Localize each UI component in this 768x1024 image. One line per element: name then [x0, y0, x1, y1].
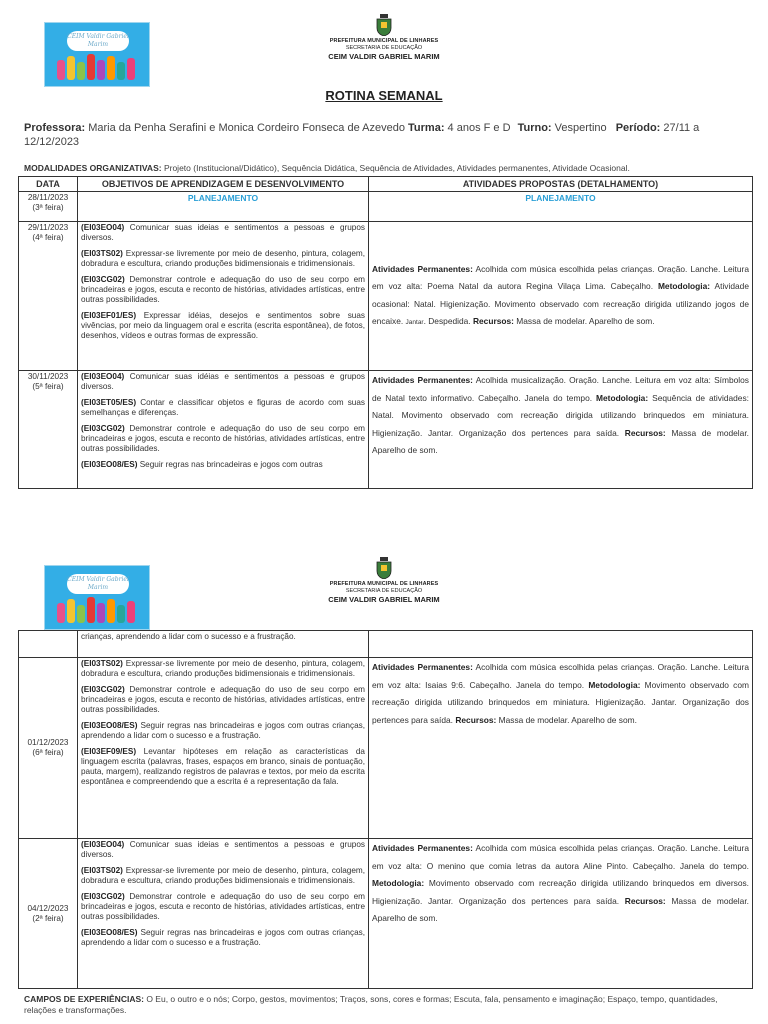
objective [81, 460, 365, 470]
objective-code: (EI03TS02) [81, 659, 123, 668]
modalidades-value: Projeto (Institucional/Didático), Sequência Didática, Sequência de Atividades, Atividades permanentes, Atividade Ocasional. [163, 163, 630, 173]
objective [81, 659, 365, 679]
objective-code: (EI03EO04) [81, 840, 125, 849]
objective-text: Comunicar suas ideias e sentimentos a pessoas e grupos diversos. [81, 840, 365, 859]
objective [81, 840, 365, 860]
atividades-cell [369, 658, 753, 839]
date-cell [19, 371, 78, 489]
objective-code: (EI03EO08/ES) [81, 460, 138, 469]
objective [81, 685, 365, 715]
logo-cloud [67, 574, 129, 594]
turma-value: 4 anos F e D [447, 122, 511, 134]
objective-text: Expressar-se livremente por meio de desenho, pintura, colagem, dobradura e escultura, criando produções bidimensionais e tridimensionais. [81, 249, 365, 268]
objetivos-cell [78, 658, 369, 839]
table-row [19, 839, 753, 989]
table-row [19, 658, 753, 839]
objective-text: Levantar hipóteses em relação as características da linguagem escrita (palavras, frases, espaços em branco, sinais de pontuação, pauta, margem), realizando registros de palavras e textos, por meio da escrita espontânea e compreendendo que a escrita é a representação da fala. [81, 747, 365, 786]
act-small-text: Jantar [405, 319, 424, 326]
campos-experiencias [24, 994, 744, 1016]
objective [81, 275, 365, 305]
date-cell [19, 631, 78, 658]
objective-text: crianças, aprendendo a lidar com o sucesso e a frustração. [81, 632, 296, 641]
objective-text: Seguir regras nas brincadeiras e jogos com outras crianças, aprendendo a lidar com o sucesso e a frustração. [81, 721, 365, 740]
objective-code: (EI03EF01/ES) [81, 311, 137, 320]
objective-text: Expressar idéias, desejos e sentimentos sobre suas vivências, por meio da linguagem oral e escrita (escrita espontânea), de fotos, desenhos, vídeos e outras formas de expressão. [81, 311, 365, 340]
act-text: Atividade ocasional: Natal. Higienização. Movimento observado com recreação dirigida utilizando jogos de encaixe. [372, 281, 749, 326]
act-text: Acolhida com música escolhida pelas crianças. Oração. Lanche. Leitura em voz alta: O menino que comia letras da autora Aline Pinto. Cabeçalho. Janela do tempo. [372, 843, 749, 871]
objective-code: (EI03TS02) [81, 866, 123, 875]
objetivos-cell [78, 222, 369, 371]
objective-code: (EI03EF09/ES) [81, 747, 137, 756]
weekday: (4ª feira) [32, 233, 64, 242]
header-date: DATA [19, 177, 78, 192]
objective-code: (EI03EO04) [81, 223, 125, 232]
teacher-info [24, 121, 724, 149]
crest-icon [375, 14, 393, 36]
hands-icon [55, 595, 141, 623]
turno-value: Vespertino [554, 122, 607, 134]
atividades-cell [369, 222, 753, 371]
date-cell [19, 222, 78, 371]
objective-code: (EI03EO08/ES) [81, 721, 138, 730]
objective-code: (EI03ET05/ES) [81, 398, 137, 407]
routine-table-page2 [18, 630, 753, 989]
hands-icon [55, 52, 141, 80]
planejamento-obj: PLANEJAMENTO [78, 192, 369, 222]
act-text: Massa de modelar. Aparelho de som. [372, 895, 749, 923]
objective [81, 721, 365, 741]
objective [81, 311, 365, 341]
objective-code: (EI03CG02) [81, 685, 125, 694]
logo-text: CEIM Valdir Gabriel Marim [67, 33, 129, 48]
logo-text: CEIM Valdir Gabriel Marim [67, 576, 129, 591]
weekday: (3ª feira) [32, 203, 64, 212]
prof-value: Maria da Penha Serafini e Monica Cordeiro Fonseca de Azevedo [88, 122, 405, 134]
objective-text: Seguir regras nas brincadeiras e jogos com outras [137, 460, 323, 469]
weekday: (6ª feira) [32, 748, 64, 757]
objective-text: Demonstrar controle e adequação do uso de seu corpo em brincadeiras e jogos, escuta e reconto de histórias, atividades artísticas, entre outras possibilidades. [81, 892, 365, 921]
objective-text: Demonstrar controle e adequação do uso de seu corpo em brincadeiras e jogos, escuta e reconto de histórias, atividades artísticas, entre outras possibilidades. [81, 275, 365, 304]
act-perm-label: Atividades Permanentes: [372, 375, 473, 385]
gov-line-3: CEIM VALDIR GABRIEL MARIM [328, 52, 440, 61]
objective [81, 424, 365, 454]
atividades-cell [369, 839, 753, 989]
act-text: Massa de modelar. Aparelho de som. [372, 427, 749, 455]
table-header-row [19, 177, 753, 192]
objective-code: (EI03TS02) [81, 249, 123, 258]
act-met-label: Metodologia: [588, 679, 641, 690]
date: 29/11/2023 [27, 223, 69, 232]
objective-text: Contar e classificar objetos e figuras de acordo com suas semelhanças e diferenças. [81, 398, 365, 417]
table-row [19, 192, 753, 222]
objective-text: Expressar-se livremente por meio de desenho, pintura, colagem, dobradura e escultura, criando produções bidimensionais e tridimensionais. [81, 866, 365, 885]
act-text: Massa de modelar. Aparelho de som. [496, 714, 637, 725]
act-rec-label: Recursos: [624, 427, 666, 438]
atividades-cell [369, 371, 753, 489]
date-cell [19, 192, 78, 222]
act-text: Acolhida com música escolhida pelas crianças. Oração. Lanche. Leitura em voz alta: Isaias 9:6. Cabeçalho. Janela do tempo. [372, 662, 749, 690]
gov-line-2: SECRETARIA DE EDUCAÇÃO [345, 45, 423, 51]
date: 30/11/2023 [27, 372, 69, 381]
weekday: (2ª feira) [32, 913, 64, 923]
objective [81, 928, 365, 948]
act-perm-label: Atividades Permanentes: [372, 662, 473, 672]
table-row [19, 371, 753, 489]
objective [81, 866, 365, 886]
atividades-cell [369, 631, 753, 658]
act-perm-label: Atividades Permanentes: [372, 843, 473, 853]
act-rec-label: Recursos: [472, 316, 514, 326]
objetivos-cell [78, 839, 369, 989]
government-header [314, 557, 454, 605]
objective [81, 372, 365, 392]
date: 28/11/2023 [27, 193, 69, 202]
date-cell [19, 658, 78, 839]
date-cell [19, 839, 78, 989]
modalidades-label: MODALIDADES ORGANIZATIVAS: [24, 163, 162, 173]
objective-text: Expressar-se livremente por meio de desenho, pintura, colagem, dobradura e escultura, criando produções bidimensionais e tridimensionais. [81, 659, 365, 678]
act-text: Acolhida musicalização. Oração. Lanche. Leitura em voz alta: Símbolos de Natal texto informativo. Cabeçalho. Janela do tempo. [372, 375, 749, 403]
crest-icon [375, 557, 393, 579]
campos-value: O Eu, o outro e o nós; Corpo, gestos, movimentos; Traços, sons, cores e formas; Escuta, fala, pensamento e imaginação; Espaço, tempo, quantidades, relações e transformações. [24, 994, 718, 1015]
gov-line-2: SECRETARIA DE EDUCAÇÃO [345, 588, 423, 594]
date: 04/12/2023 [27, 903, 69, 913]
objective-code: (EI03CG02) [81, 424, 125, 433]
act-text: Massa de modelar. Aparelho de som. [513, 316, 655, 326]
table-row [19, 222, 753, 371]
objective-code: (EI03EO04) [81, 372, 125, 381]
act-met-label: Metodologia: [596, 392, 649, 403]
act-met-label: Metodologia: [372, 878, 425, 888]
objetivos-cell [78, 631, 369, 658]
date: 01/12/2023 [27, 738, 69, 747]
planejamento-act: PLANEJAMENTO [369, 192, 753, 222]
objective [81, 249, 365, 269]
act-text: . Despedida. [423, 316, 473, 326]
objective [81, 747, 365, 787]
act-text: Movimento observado com recreação dirigida utilizando brinquedos em diversos. Higienização. Jantar. Organização dos pertences para saída. [372, 878, 749, 906]
objective [81, 223, 365, 243]
page-title: ROTINA SEMANAL [325, 88, 443, 103]
objective-code: (EI03EO08/ES) [81, 928, 138, 937]
objective-text: Comunicar suas ideias e sentimentos a pessoas e grupos diversos. [81, 223, 365, 242]
objective-text: Seguir regras nas brincadeiras e jogos com outras crianças, aprendendo a lidar com o sucesso e a frustração. [81, 928, 365, 947]
objective [81, 892, 365, 922]
gov-line-1: PREFEITURA MUNICIPAL DE LINHARES [329, 38, 439, 44]
periodo-label: Período: [615, 122, 661, 134]
modalidades [24, 163, 754, 174]
government-header [314, 14, 454, 62]
prof-label: Professora: [24, 122, 86, 134]
objective-code: (EI03CG02) [81, 275, 125, 284]
logo-cloud [67, 31, 129, 51]
objective-code: (EI03CG02) [81, 892, 125, 901]
campos-label: CAMPOS DE EXPERIÊNCIAS: [24, 994, 144, 1004]
act-met-label: Metodologia: [657, 281, 711, 291]
objective [81, 398, 365, 418]
objective-text: Demonstrar controle e adequação do uso de seu corpo em brincadeiras e jogos, escuta e reconto de histórias, atividades artísticas, entre outras possibilidades. [81, 424, 365, 453]
act-text: Movimento observado com recreação dirigida utilizando brinquedos em miniatura. Higienização. Jantar. Organização dos pertences para saída. [372, 679, 749, 725]
header-atividades: ATIVIDADES PROPOSTAS (DETALHAMENTO) [369, 177, 753, 192]
school-logo [44, 22, 150, 87]
periodo-value: 27/11 a 12/12/2023 [24, 122, 700, 148]
gov-line-1: PREFEITURA MUNICIPAL DE LINHARES [329, 581, 439, 587]
objective-text: Comunicar suas idéias e sentimentos a pessoas e grupos diversos. [81, 372, 365, 391]
act-text: Sequência de atividades: Natal. Movimento observado com recreação dirigida utilizando brinquedos em miniatura. Higienização. Jantar. Organização dos pertences para saída. [372, 392, 749, 438]
turno-label: Turno: [517, 122, 552, 134]
gov-line-3: CEIM VALDIR GABRIEL MARIM [328, 595, 440, 604]
weekday: (5ª feira) [32, 382, 64, 391]
act-rec-label: Recursos: [624, 895, 666, 906]
turma-label: Turma: [408, 122, 445, 134]
objective-text: Demonstrar controle e adequação do uso de seu corpo em brincadeiras e jogos, escuta e reconto de histórias, atividades artísticas, entre outras possibilidades. [81, 685, 365, 714]
table-row [19, 631, 753, 658]
school-logo [44, 565, 150, 630]
header-objetivos: OBJETIVOS DE APRENDIZAGEM E DESENVOLVIMENTO [78, 177, 369, 192]
routine-table-page1 [18, 176, 753, 489]
act-text: Acolhida com música escolhida pelas crianças. Oração. Lanche. Leitura em voz alta: Poema Natal da autora Regina Vilaça Lima. Cabeçalho. [372, 263, 749, 291]
act-rec-label: Recursos: [455, 714, 497, 725]
objetivos-cell [78, 371, 369, 489]
act-perm-label: Atividades Permanentes: [372, 263, 473, 274]
